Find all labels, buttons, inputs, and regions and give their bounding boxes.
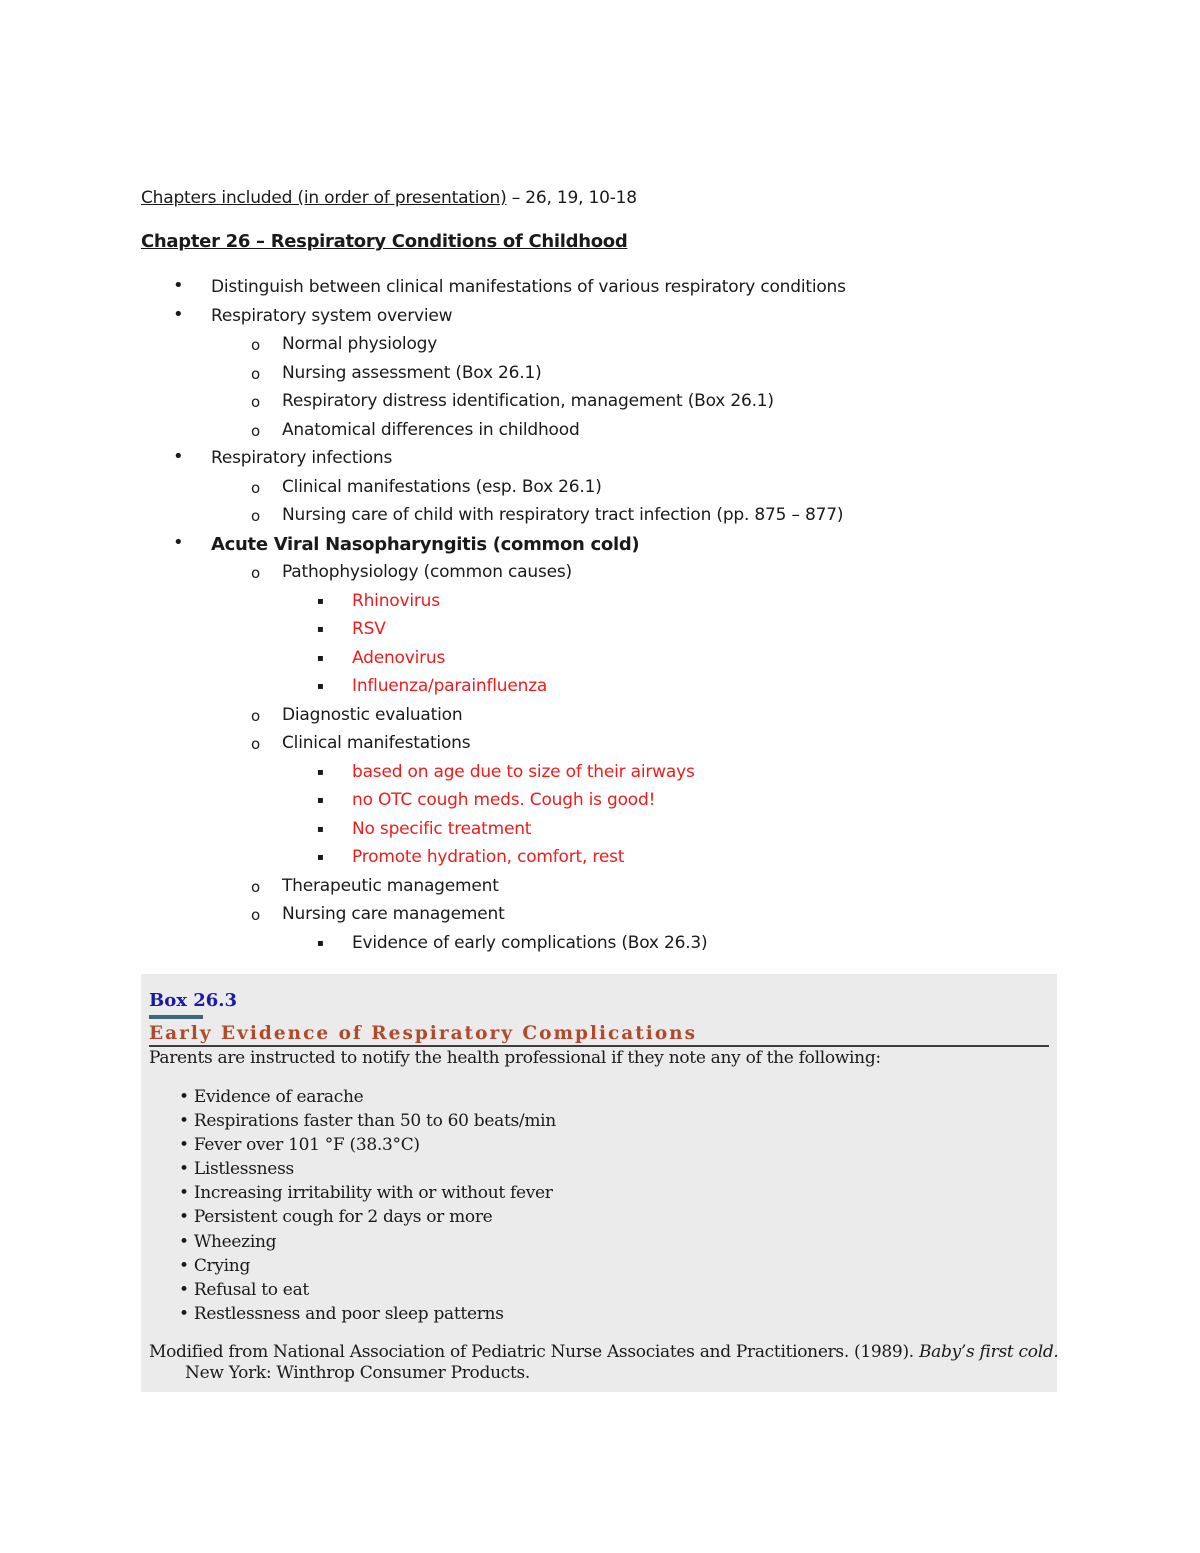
outline-item-text: no OTC cough meds. Cough is good!	[352, 790, 656, 810]
box-26-3	[141, 974, 1057, 1392]
chapter-outline	[0, 275, 1200, 959]
box-list-item: • Listlessness	[179, 1159, 294, 1180]
chapter-title: Chapter 26 – Respiratory Conditions of Childhood	[141, 231, 628, 252]
outline-item-level-2	[0, 503, 1200, 532]
outline-item-level-3	[0, 845, 1200, 874]
outline-item-text: Rhinovirus	[352, 590, 440, 611]
outline-item-level-1	[0, 304, 1200, 333]
box-label: Box 26.3	[149, 990, 238, 1011]
bullet-marker: ▪	[317, 766, 324, 778]
bullet-marker: o	[251, 735, 260, 753]
outline-item-level-2	[0, 332, 1200, 361]
chapters-included-value: – 26, 19, 10-18	[506, 188, 637, 208]
bullet-marker: •	[173, 275, 184, 296]
outline-item-level-3	[0, 646, 1200, 675]
outline-item-text: Adenovirus	[352, 647, 446, 668]
box-list	[179, 1087, 556, 1328]
outline-item-level-2	[0, 560, 1200, 589]
outline-item-level-3	[0, 817, 1200, 846]
box-title-rule	[149, 1045, 1049, 1047]
bullet-marker: o	[251, 478, 260, 497]
bullet-marker: o	[251, 564, 260, 582]
bullet-marker: ▪	[317, 823, 324, 835]
bullet-marker: ▪	[317, 652, 324, 664]
outline-item-text: based on age due to size of their airways	[352, 761, 695, 782]
box-source-text: Modified from National Association of Pediatric Nurse Associates and Practitioners. (1989).	[149, 1342, 919, 1362]
outline-item-text: Respiratory infections	[211, 448, 393, 468]
outline-item-text: Respiratory system overview	[211, 305, 453, 326]
bullet-marker: ▪	[317, 937, 324, 949]
bullet-marker: o	[251, 393, 260, 411]
bullet-marker: ▪	[317, 624, 324, 635]
box-list-item: • Respirations faster than 50 to 60 beats/min	[179, 1111, 556, 1132]
box-label-underline	[149, 1015, 203, 1019]
outline-item-level-3	[0, 788, 1200, 817]
outline-item-text: Anatomical differences in childhood	[282, 419, 580, 440]
box-list-item: • Persistent cough for 2 days or more	[179, 1207, 493, 1228]
outline-item-text: Normal physiology	[282, 334, 438, 354]
outline-item-level-2	[0, 475, 1200, 504]
bullet-marker: ▪	[317, 852, 324, 863]
outline-item-level-2	[0, 902, 1200, 931]
bullet-marker: •	[173, 303, 184, 325]
outline-item-level-1	[0, 275, 1200, 304]
outline-item-text: Therapeutic management	[282, 875, 499, 896]
outline-item-level-2	[0, 703, 1200, 732]
outline-item-text: RSV	[352, 619, 386, 639]
box-list-item: • Restlessness and poor sleep patterns	[179, 1303, 504, 1324]
outline-item-text: Diagnostic evaluation	[282, 704, 463, 725]
outline-item-level-3	[0, 617, 1200, 646]
box-list-item: • Evidence of earache	[179, 1087, 364, 1107]
outline-item-text: Respiratory distress identification, management (Box 26.1)	[282, 391, 774, 411]
bullet-marker: o	[251, 877, 260, 896]
box-list-item: • Crying	[179, 1255, 251, 1276]
outline-item-text: Evidence of early complications (Box 26.3)	[352, 932, 708, 953]
box-source-italic: Baby’s first cold.	[918, 1342, 1059, 1362]
outline-item-text: Nursing care of child with respiratory tract infection (pp. 875 – 877)	[282, 505, 844, 525]
box-source-line2: New York: Winthrop Consumer Products.	[185, 1363, 531, 1383]
bullet-marker: ▪	[317, 595, 324, 607]
box-list-item: • Increasing irritability with or without fever	[179, 1183, 553, 1204]
outline-item-text: No specific treatment	[352, 818, 532, 839]
bullet-marker: ▪	[317, 681, 324, 692]
bullet-marker: o	[251, 906, 260, 924]
outline-item-text: Acute Viral Nasopharyngitis (common cold)	[211, 533, 640, 555]
outline-item-text: Pathophysiology (common causes)	[282, 562, 572, 582]
outline-item-level-3	[0, 760, 1200, 789]
bullet-marker: o	[251, 421, 260, 440]
outline-item-text: Influenza/parainfluenza	[352, 676, 548, 696]
outline-item-text: Clinical manifestations	[282, 733, 471, 753]
outline-item-level-2	[0, 389, 1200, 418]
outline-item-level-3	[0, 674, 1200, 703]
outline-item-level-3	[0, 589, 1200, 618]
outline-item-text: Nursing assessment (Box 26.1)	[282, 362, 542, 383]
box-intro: Parents are instructed to notify the health professional if they note any of the following:	[149, 1048, 881, 1068]
chapters-included-line	[141, 188, 637, 208]
bullet-marker: •	[173, 531, 184, 553]
outline-item-text: Promote hydration, comfort, rest	[352, 847, 625, 867]
outline-item-level-3	[0, 931, 1200, 960]
outline-item-level-2	[0, 418, 1200, 447]
bullet-marker: o	[251, 336, 260, 354]
bullet-marker: o	[251, 706, 260, 725]
outline-item-level-1	[0, 532, 1200, 561]
bullet-marker: o	[251, 507, 260, 525]
bullet-marker: •	[173, 446, 184, 467]
outline-item-level-2	[0, 731, 1200, 760]
outline-item-level-1	[0, 446, 1200, 475]
outline-item-level-2	[0, 361, 1200, 390]
box-source	[149, 1342, 1059, 1384]
box-title: Early Evidence of Respiratory Complications	[149, 1023, 698, 1044]
outline-item-text: Distinguish between clinical manifestations of various respiratory conditions	[211, 277, 846, 297]
box-list-item: • Wheezing	[179, 1231, 277, 1252]
outline-item-text: Nursing care management	[282, 904, 505, 924]
chapters-included-label: Chapters included (in order of presentation)	[141, 188, 507, 208]
bullet-marker: ▪	[317, 795, 324, 806]
outline-item-level-2	[0, 874, 1200, 903]
box-list-item: • Fever over 101 °F (38.3°C)	[179, 1135, 420, 1156]
outline-item-text: Clinical manifestations (esp. Box 26.1)	[282, 476, 602, 497]
bullet-marker: o	[251, 364, 260, 383]
box-list-item: • Refusal to eat	[179, 1279, 309, 1300]
